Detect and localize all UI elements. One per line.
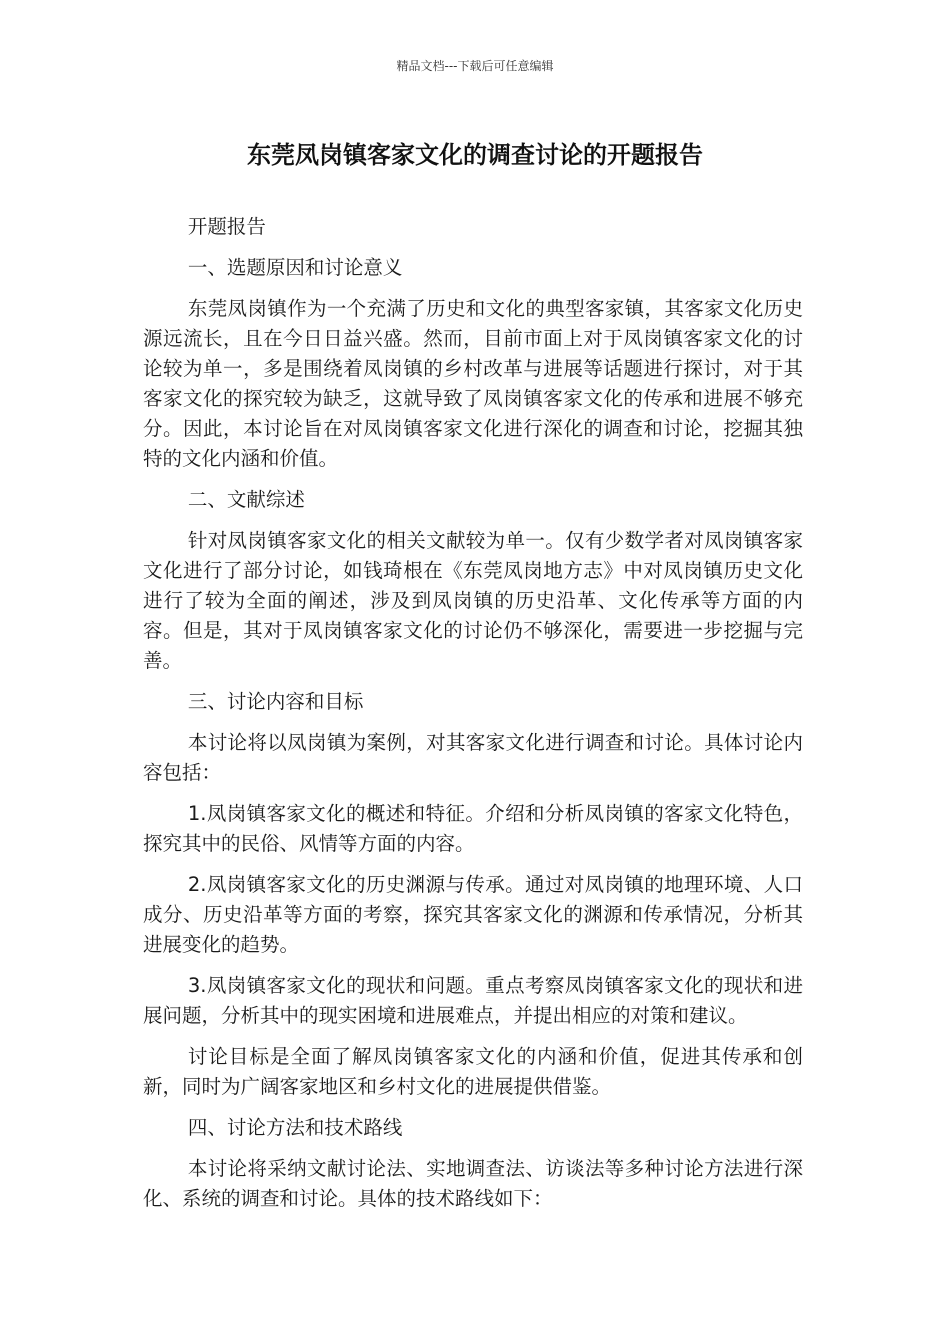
list-item: 1.凤岗镇客家文化的概述和特征。介绍和分析凤岗镇的客家文化特色，探究其中的民俗、风情等方面的内容。: [143, 802, 803, 855]
section-heading-3: 三、讨论内容和目标: [187, 690, 364, 713]
list-item: 2.凤岗镇客家文化的历史渊源与传承。通过对凤岗镇的地理环境、人口成分、历史沿革等方面的考察，探究其客家文化的渊源和传承情况，分析其进展变化的趋势。: [143, 873, 803, 956]
section-heading-4: 四、讨论方法和技术路线: [187, 1116, 403, 1139]
section-heading-2: 二、文献综述: [187, 488, 305, 511]
list-item: 3.凤岗镇客家文化的现状和问题。重点考察凤岗镇客家文化的现状和进展问题，分析其中的现实困境和进展难点，并提出相应的对策和建议。: [143, 974, 803, 1027]
paragraph: 针对凤岗镇客家文化的相关文献较为单一。仅有少数学者对凤岗镇客家文化进行了部分讨论，如钱琦根在《东莞凤岗地方志》中对凤岗镇历史文化进行了较为全面的阐述，涉及到凤岗镇的历史沿革、文化传承等方面的内容。但是，其对于凤岗镇客家文化的讨论仍不够深化，需要进一步挖掘与完善。: [143, 529, 803, 672]
paragraph: 讨论目标是全面了解凤岗镇客家文化的内涵和价值，促进其传承和创新，同时为广阔客家地区和乡村文化的进展提供借鉴。: [143, 1045, 803, 1098]
document-body: [143, 212, 803, 1225]
paragraph: 本讨论将以凤岗镇为案例，对其客家文化进行调查和讨论。具体讨论内容包括：: [143, 731, 803, 784]
paragraph: 本讨论将采纳文献讨论法、实地调查法、访谈法等多种讨论方法进行深化、系统的调查和讨论。具体的技术路线如下：: [143, 1157, 803, 1210]
document-title: 东莞凤岗镇客家文化的调查讨论的开题报告: [247, 141, 703, 169]
header-note: 精品文档---下载后可任意编辑: [396, 59, 554, 73]
paragraph: 东莞凤岗镇作为一个充满了历史和文化的典型客家镇，其客家文化历史源远流长，且在今日日益兴盛。然而，目前市面上对于凤岗镇客家文化的讨论较为单一，多是围绕着凤岗镇的乡村改革与进展等话题进行探讨，对于其客家文化的探究较为缺乏，这就导致了凤岗镇客家文化的传承和进展不够充分。因此，本讨论旨在对凤岗镇客家文化进行深化的调查和讨论，挖掘其独特的文化内涵和价值。: [143, 297, 803, 470]
section-heading-1: 一、选题原因和讨论意义: [187, 256, 403, 279]
section-label-report: 开题报告: [187, 215, 266, 238]
